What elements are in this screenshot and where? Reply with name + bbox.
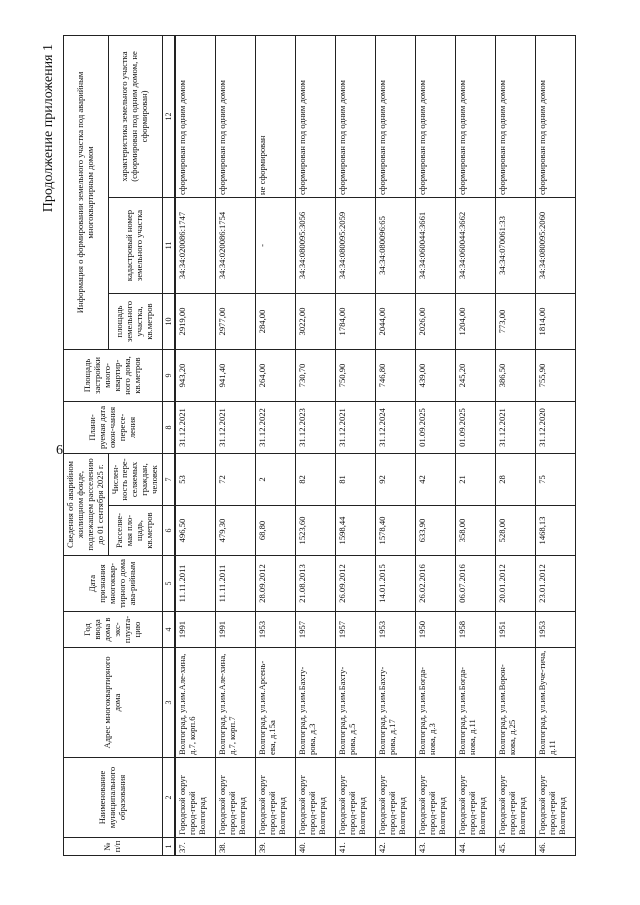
people-cell: 75	[536, 453, 576, 505]
people-cell: 92	[376, 453, 416, 505]
col-number: 2	[162, 758, 175, 838]
row-number: 46.	[536, 838, 576, 856]
header-characteristic: характеристика земельного участка (сформирован под одним домом, не сформирован)	[108, 35, 162, 197]
planned-date-cell: 01.09.2025	[416, 401, 456, 453]
land-area-cell: 3022,00	[296, 293, 336, 349]
row-number: 43.	[416, 838, 456, 856]
col-number: 10	[162, 293, 175, 349]
col-number: 8	[162, 401, 175, 453]
land-area-cell: 2026,00	[416, 293, 456, 349]
header-address: Адрес многоквартирного дома	[64, 648, 163, 758]
appendix-subtitle: Продолжение приложения 1	[41, 44, 56, 213]
people-cell: 21	[456, 453, 496, 505]
address-cell: Волгоград, ул.им.Бахту-рова, д.17	[376, 648, 416, 758]
cadastral-cell: 34:34:080095:2059	[336, 197, 376, 293]
address-cell: Волгоград, ул.им.Богда-нова, д.3	[416, 648, 456, 758]
year-cell: 1957	[336, 612, 376, 648]
municipality-cell: Городской округ город-герой Волгоград	[256, 758, 296, 838]
page-number: 6	[56, 443, 63, 458]
year-cell: 1953	[376, 612, 416, 648]
municipality-cell: Городской округ город-герой Волгоград	[496, 758, 536, 838]
resettle-area-cell: 358,00	[456, 506, 496, 556]
address-cell: Волгоград, ул.им.Бахту-рова, д.5	[336, 648, 376, 758]
address-cell: Волгоград, ул.им.Вуче-тича, д.11	[536, 648, 576, 758]
col-number: 12	[162, 35, 175, 197]
rotated-page	[41, 36, 621, 856]
table-row	[175, 35, 216, 855]
header-emergency-group: Сведения об аварийном жилищном фонде, подлежащем расселению до 01 сентября 2025 г.	[64, 453, 109, 555]
resettle-area-cell: 479,30	[216, 506, 256, 556]
characteristic-cell: сформирован под одним домом	[496, 35, 536, 197]
table-row	[416, 35, 456, 855]
built-area-cell: 943,20	[175, 349, 216, 401]
address-cell: Волгоград, ул.им.Богда-нова, д.11	[456, 648, 496, 758]
built-area-cell: 264,00	[256, 349, 296, 401]
year-cell: 1951	[496, 612, 536, 648]
header-cadastral: кадастровый номер земельного участка	[108, 197, 162, 293]
row-number: 38.	[216, 838, 256, 856]
land-area-cell: 1204,00	[456, 293, 496, 349]
cadastral-cell: 34:34:060044:3661	[416, 197, 456, 293]
cadastral-cell: 34:34:070061:33	[496, 197, 536, 293]
row-number: 37.	[175, 838, 216, 856]
header-number: № п/п	[64, 838, 163, 856]
planned-date-cell: 31.12.2024	[376, 401, 416, 453]
address-cell: Волгоград, ул.им.Ворон-кова, д.25	[496, 648, 536, 758]
header-resettle-area: Расселяе-мая пло-щадь, кв.метров	[108, 506, 162, 556]
resettle-area-cell: 1523,60	[296, 506, 336, 556]
col-number: 4	[162, 612, 175, 648]
row-number: 40.	[296, 838, 336, 856]
people-cell: 81	[336, 453, 376, 505]
emergency-date-cell: 11.11.2011	[175, 556, 216, 612]
table-row	[296, 35, 336, 855]
built-area-cell: 439,00	[416, 349, 456, 401]
header-built-area: Площадь застройки много-квартир-ного дома, кв.метров	[64, 349, 163, 401]
row-number: 41.	[336, 838, 376, 856]
header-people: Числен-ность пере-селяемых граждан, человек	[108, 453, 162, 505]
table-row	[256, 35, 296, 855]
cadastral-cell: 34:34:080096:65	[376, 197, 416, 293]
land-area-cell: 1814,00	[536, 293, 576, 349]
characteristic-cell: сформирован под одним домом	[376, 35, 416, 197]
emergency-date-cell: 20.01.2012	[496, 556, 536, 612]
table-row	[496, 35, 536, 855]
planned-date-cell: 31.12.2023	[296, 401, 336, 453]
municipality-cell: Городской округ город-герой Волгоград	[416, 758, 456, 838]
planned-date-cell: 31.12.2021	[216, 401, 256, 453]
header-emergency-date: Дата признания многоквар-тирного дома ава-рийным	[64, 556, 163, 612]
characteristic-cell: сформирован под одним домом	[296, 35, 336, 197]
col-number: 11	[162, 197, 175, 293]
land-area-cell: 773,00	[496, 293, 536, 349]
year-cell: 1953	[536, 612, 576, 648]
emergency-date-cell: 11.11.2011	[216, 556, 256, 612]
characteristic-cell: сформирован под одним домом	[175, 35, 216, 197]
built-area-cell: 755,90	[536, 349, 576, 401]
resettle-area-cell: 496,50	[175, 506, 216, 556]
cadastral-cell: -	[256, 197, 296, 293]
land-area-cell: 2977,00	[216, 293, 256, 349]
planned-date-cell: 31.12.2020	[536, 401, 576, 453]
emergency-housing-table	[63, 35, 576, 856]
municipality-cell: Городской округ город-герой Волгоград	[336, 758, 376, 838]
header-year: Год ввода дома в экс-плуата-цию	[64, 612, 163, 648]
row-number: 39.	[256, 838, 296, 856]
municipality-cell: Городской округ город-герой Волгоград	[216, 758, 256, 838]
resettle-area-cell: 1468,13	[536, 506, 576, 556]
header-municipality: Наименование муниципального образования	[64, 758, 163, 838]
table-row	[216, 35, 256, 855]
municipality-cell: Городской округ город-герой Волгоград	[175, 758, 216, 838]
land-area-cell: 1784,00	[336, 293, 376, 349]
municipality-cell: Городской округ город-герой Волгоград	[376, 758, 416, 838]
cadastral-cell: 34:34:080095:2060	[536, 197, 576, 293]
land-area-cell: 2919,00	[175, 293, 216, 349]
table-row	[456, 35, 496, 855]
address-cell: Волгоград, ул.им.Арсень-ева, д.15а	[256, 648, 296, 758]
characteristic-cell: сформирован под одним домом	[456, 35, 496, 197]
municipality-cell: Городской округ город-герой Волгоград	[536, 758, 576, 838]
emergency-date-cell: 23.01.2012	[536, 556, 576, 612]
planned-date-cell: 31.12.2021	[175, 401, 216, 453]
built-area-cell: 750,90	[336, 349, 376, 401]
land-area-cell: 284,00	[256, 293, 296, 349]
row-number: 44.	[456, 838, 496, 856]
people-cell: 42	[416, 453, 456, 505]
land-area-cell: 2044,00	[376, 293, 416, 349]
column-number-row	[162, 35, 175, 855]
year-cell: 1991	[175, 612, 216, 648]
municipality-cell: Городской округ город-герой Волгоград	[296, 758, 336, 838]
emergency-date-cell: 06.07.2016	[456, 556, 496, 612]
row-number: 45.	[496, 838, 536, 856]
characteristic-cell: не сформирован	[256, 35, 296, 197]
col-number: 5	[162, 556, 175, 612]
year-cell: 1950	[416, 612, 456, 648]
built-area-cell: 746,80	[376, 349, 416, 401]
characteristic-cell: сформирован под одним домом	[416, 35, 456, 197]
characteristic-cell: сформирован под одним домом	[536, 35, 576, 197]
table-row	[536, 35, 576, 855]
people-cell: 53	[175, 453, 216, 505]
cadastral-cell: 34:34:020086:1754	[216, 197, 256, 293]
cadastral-cell: 34:34:020086:1747	[175, 197, 216, 293]
cadastral-cell: 34:34:060044:3662	[456, 197, 496, 293]
people-cell: 28	[496, 453, 536, 505]
col-number: 6	[162, 506, 175, 556]
planned-date-cell: 31.12.2021	[336, 401, 376, 453]
characteristic-cell: сформирован под одним домом	[216, 35, 256, 197]
resettle-area-cell: 68,80	[256, 506, 296, 556]
table-row	[336, 35, 376, 855]
resettle-area-cell: 633,90	[416, 506, 456, 556]
col-number: 7	[162, 453, 175, 505]
header-land-group: Информация о формировании земельного участка под аварийным многоквартирным домом	[64, 35, 109, 349]
resettle-area-cell: 1598,44	[336, 506, 376, 556]
emergency-date-cell: 26.09.2012	[336, 556, 376, 612]
characteristic-cell: сформирован под одним домом	[336, 35, 376, 197]
built-area-cell: 941,40	[216, 349, 256, 401]
col-number: 1	[162, 838, 175, 856]
built-area-cell: 730,70	[296, 349, 336, 401]
col-number: 3	[162, 648, 175, 758]
row-number: 42.	[376, 838, 416, 856]
people-cell: 72	[216, 453, 256, 505]
year-cell: 1957	[296, 612, 336, 648]
address-cell: Волгоград, ул.им.Але-хина, д.7, корп.6	[175, 648, 216, 758]
table-row	[376, 35, 416, 855]
year-cell: 1991	[216, 612, 256, 648]
built-area-cell: 245,20	[456, 349, 496, 401]
col-number: 9	[162, 349, 175, 401]
planned-date-cell: 01.09.2025	[456, 401, 496, 453]
cadastral-cell: 34:34:080095:3056	[296, 197, 336, 293]
emergency-date-cell: 28.09.2012	[256, 556, 296, 612]
address-cell: Волгоград, ул.им.Але-хина, д.7, корп.7	[216, 648, 256, 758]
header-planned-date: Плани-руемая дата окон-чания пересе-ления	[64, 401, 163, 453]
resettle-area-cell: 1578,40	[376, 506, 416, 556]
people-cell: 2	[256, 453, 296, 505]
planned-date-cell: 31.12.2022	[256, 401, 296, 453]
header-land-area: площадь земельного участка, кв.метров	[108, 293, 162, 349]
address-cell: Волгоград, ул.им.Бахту-рова, д.3	[296, 648, 336, 758]
emergency-date-cell: 26.02.2016	[416, 556, 456, 612]
built-area-cell: 386,50	[496, 349, 536, 401]
emergency-date-cell: 14.01.2015	[376, 556, 416, 612]
year-cell: 1958	[456, 612, 496, 648]
planned-date-cell: 31.12.2021	[496, 401, 536, 453]
resettle-area-cell: 528,00	[496, 506, 536, 556]
emergency-date-cell: 21.08.2013	[296, 556, 336, 612]
year-cell: 1953	[256, 612, 296, 648]
municipality-cell: Городской округ город-герой Волгоград	[456, 758, 496, 838]
people-cell: 82	[296, 453, 336, 505]
